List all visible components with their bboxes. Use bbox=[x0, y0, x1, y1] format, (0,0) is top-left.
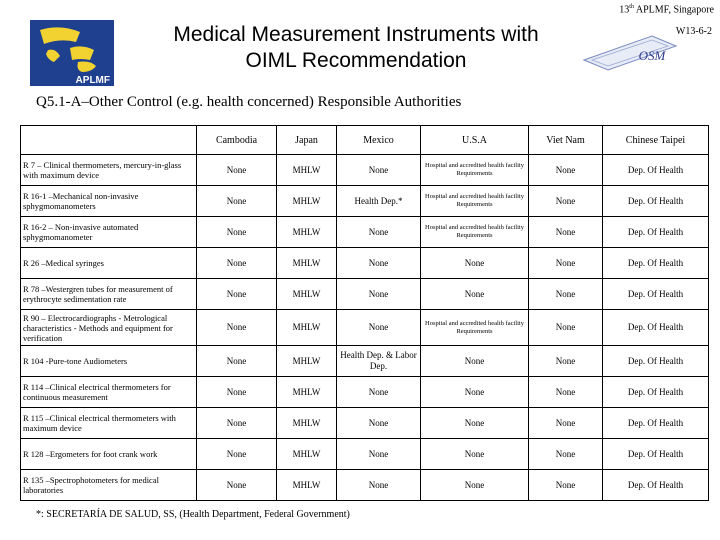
vietnam-cell: None bbox=[529, 279, 603, 310]
table-row bbox=[21, 439, 709, 470]
instrument-cell: R 16-1 –Mechanical non-invasive sphygmomanometers bbox=[21, 186, 197, 217]
header-japan: Japan bbox=[277, 126, 337, 155]
table-row bbox=[21, 408, 709, 439]
table-row bbox=[21, 470, 709, 501]
taipei-cell: Dep. Of Health bbox=[603, 217, 709, 248]
header-mexico: Mexico bbox=[337, 126, 421, 155]
page-title: Medical Measurement Instruments with OIML Recommendation bbox=[173, 23, 539, 72]
header-cambodia: Cambodia bbox=[197, 126, 277, 155]
usa-cell: None bbox=[421, 408, 529, 439]
usa-cell: None bbox=[421, 470, 529, 501]
mexico-cell: None bbox=[337, 408, 421, 439]
vietnam-cell: None bbox=[529, 217, 603, 248]
table-row bbox=[21, 186, 709, 217]
mexico-cell: None bbox=[337, 310, 421, 346]
mexico-cell: Health Dep.* bbox=[337, 186, 421, 217]
taipei-cell: Dep. Of Health bbox=[603, 439, 709, 470]
table-row bbox=[21, 279, 709, 310]
usa-cell: None bbox=[421, 346, 529, 377]
usa-cell: None bbox=[421, 439, 529, 470]
japan-cell: MHLW bbox=[277, 408, 337, 439]
taipei-cell: Dep. Of Health bbox=[603, 408, 709, 439]
taipei-cell: Dep. Of Health bbox=[603, 470, 709, 501]
instrument-cell: R 90 – Electrocardiographs - Metrological characteristics - Methods and equipment for verification bbox=[21, 310, 197, 346]
aplmf-logo-text: APLMF bbox=[75, 75, 110, 86]
mexico-cell: None bbox=[337, 279, 421, 310]
cambodia-cell: None bbox=[197, 377, 277, 408]
table-row bbox=[21, 310, 709, 346]
cambodia-cell: None bbox=[197, 186, 277, 217]
usa-cell: Hospital and accredited health facility Requirements bbox=[421, 155, 529, 186]
japan-cell: MHLW bbox=[277, 439, 337, 470]
usa-cell: Hospital and accredited health facility Requirements bbox=[421, 217, 529, 248]
cambodia-cell: None bbox=[197, 470, 277, 501]
usa-cell: Hospital and accredited health facility Requirements bbox=[421, 310, 529, 346]
usa-cell: None bbox=[421, 248, 529, 279]
mexico-cell: None bbox=[337, 155, 421, 186]
usa-cell: None bbox=[421, 279, 529, 310]
authorities-table bbox=[20, 125, 709, 501]
instrument-cell: R 114 –Clinical electrical thermometers for continuous measurement bbox=[21, 377, 197, 408]
vietnam-cell: None bbox=[529, 155, 603, 186]
instrument-cell: R 104 -Pure-tone Audiometers bbox=[21, 346, 197, 377]
mexico-cell: None bbox=[337, 470, 421, 501]
vietnam-cell: None bbox=[529, 470, 603, 501]
taipei-cell: Dep. Of Health bbox=[603, 155, 709, 186]
cambodia-cell: None bbox=[197, 155, 277, 186]
vietnam-cell: None bbox=[529, 346, 603, 377]
mexico-cell: None bbox=[337, 377, 421, 408]
osm-logo bbox=[582, 30, 678, 74]
table-row bbox=[21, 377, 709, 408]
japan-cell: MHLW bbox=[277, 310, 337, 346]
mexico-cell: None bbox=[337, 217, 421, 248]
document-code: W13-6-2 bbox=[675, 26, 712, 37]
aplmf-logo bbox=[30, 20, 114, 86]
table-header-row bbox=[21, 126, 709, 155]
mexico-cell: None bbox=[337, 439, 421, 470]
conference-label: 13th APLMF, Singapore bbox=[619, 4, 714, 16]
vietnam-cell: None bbox=[529, 186, 603, 217]
taipei-cell: Dep. Of Health bbox=[603, 279, 709, 310]
vietnam-cell: None bbox=[529, 310, 603, 346]
japan-cell: MHLW bbox=[277, 248, 337, 279]
header-vietnam: Viet Nam bbox=[529, 126, 603, 155]
instrument-cell: R 128 –Ergometers for foot crank work bbox=[21, 439, 197, 470]
vietnam-cell: None bbox=[529, 248, 603, 279]
header-instrument bbox=[21, 126, 197, 155]
header-usa: U.S.A bbox=[421, 126, 529, 155]
instrument-cell: R 26 –Medical syringes bbox=[21, 248, 197, 279]
footnote: *: SECRETARÍA DE SALUD, SS, (Health Department, Federal Government) bbox=[36, 509, 350, 520]
taipei-cell: Dep. Of Health bbox=[603, 346, 709, 377]
mexico-cell: None bbox=[337, 248, 421, 279]
taipei-cell: Dep. Of Health bbox=[603, 310, 709, 346]
taipei-cell: Dep. Of Health bbox=[603, 248, 709, 279]
cambodia-cell: None bbox=[197, 248, 277, 279]
instrument-cell: R 78 –Westergren tubes for measurement of erythrocyte sedimentation rate bbox=[21, 279, 197, 310]
vietnam-cell: None bbox=[529, 377, 603, 408]
mexico-cell: Health Dep. & Labor Dep. bbox=[337, 346, 421, 377]
taipei-cell: Dep. Of Health bbox=[603, 186, 709, 217]
instrument-cell: R 135 –Spectrophotometers for medical laboratories bbox=[21, 470, 197, 501]
usa-cell: Hospital and accredited health facility Requirements bbox=[421, 186, 529, 217]
section-subtitle: Q5.1-A–Other Control (e.g. health concerned) Responsible Authorities bbox=[36, 94, 462, 110]
japan-cell: MHLW bbox=[277, 186, 337, 217]
instrument-cell: R 16-2 – Non-invasive automated sphygmomanometer bbox=[21, 217, 197, 248]
vietnam-cell: None bbox=[529, 439, 603, 470]
header-chinese-taipei: Chinese Taipei bbox=[603, 126, 709, 155]
osm-logo-text: OSM bbox=[638, 48, 666, 63]
table-row bbox=[21, 155, 709, 186]
cambodia-cell: None bbox=[197, 408, 277, 439]
cambodia-cell: None bbox=[197, 310, 277, 346]
instrument-cell: R 115 –Clinical electrical thermometers with maximum device bbox=[21, 408, 197, 439]
japan-cell: MHLW bbox=[277, 470, 337, 501]
usa-cell: None bbox=[421, 377, 529, 408]
japan-cell: MHLW bbox=[277, 377, 337, 408]
table-row bbox=[21, 346, 709, 377]
japan-cell: MHLW bbox=[277, 279, 337, 310]
table-row bbox=[21, 248, 709, 279]
japan-cell: MHLW bbox=[277, 155, 337, 186]
instrument-cell: R 7 – Clinical thermometers, mercury-in-glass with maximum device bbox=[21, 155, 197, 186]
cambodia-cell: None bbox=[197, 439, 277, 470]
table-row bbox=[21, 217, 709, 248]
taipei-cell: Dep. Of Health bbox=[603, 377, 709, 408]
vietnam-cell: None bbox=[529, 408, 603, 439]
cambodia-cell: None bbox=[197, 346, 277, 377]
cambodia-cell: None bbox=[197, 217, 277, 248]
cambodia-cell: None bbox=[197, 279, 277, 310]
japan-cell: MHLW bbox=[277, 217, 337, 248]
japan-cell: MHLW bbox=[277, 346, 337, 377]
